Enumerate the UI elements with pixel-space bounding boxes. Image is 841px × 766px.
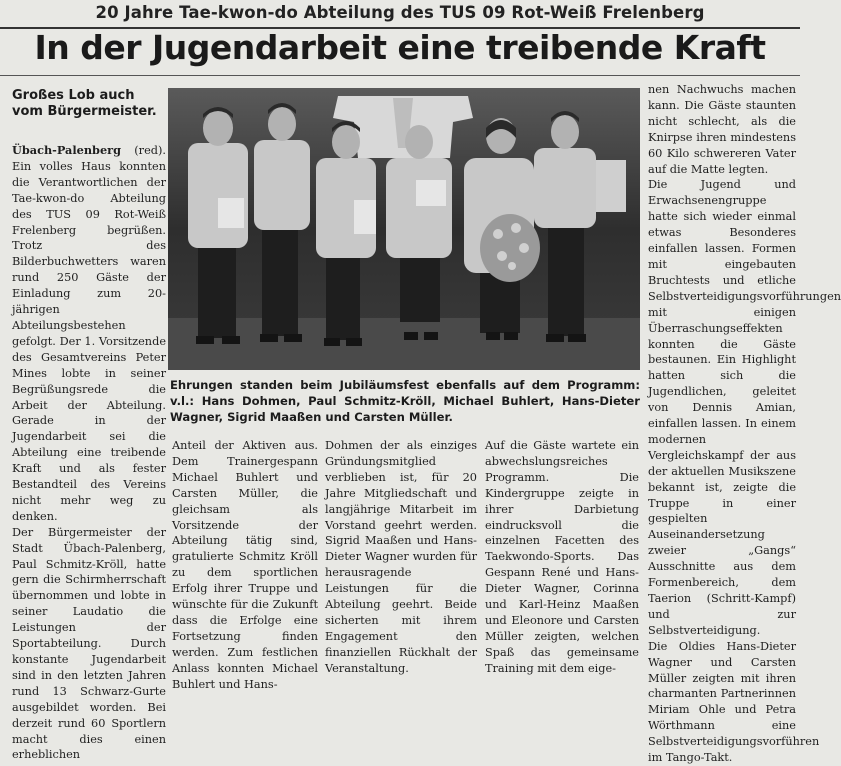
- paragraph-8: Die Oldies Hans-Dieter Wagner und Carsten Müller zeigten mit ihren charmanten Partnerinnen Miriam Ohle und Petra Wörthmann eine Selbstverteidigungsvorführen im Tango-Takt.: [648, 639, 820, 765]
- headline-rule: [0, 75, 800, 76]
- dateline-place: Übach-Palenberg: [12, 143, 121, 157]
- article-subhead: Großes Lob auch vom Bürgermeister.: [12, 88, 157, 119]
- article-headline: In der Jugendarbeit eine treibende Kraft: [34, 28, 766, 67]
- paragraph-6: nen Nachwuchs machen kann. Die Gäste staunten nicht schlecht, als die Knirpse ihren mindestens 60 Kilo schwereren Vater auf die Matte legten.: [648, 83, 796, 176]
- article-kicker: 20 Jahre Tae-kwon-do Abteilung des TUS 09 Rot-Weiß Frelenberg: [95, 3, 705, 22]
- text-column-5: [648, 82, 841, 765]
- photo-caption: Ehrungen standen beim Jubiläumsfest ebenfalls auf dem Programm: v.l.: Hans Dohmen, Paul Schmitz-Kröll, Michael Buhlert, Hans-Dieter Wagner, Sigrid Maaßen und Carsten Müller.: [170, 378, 640, 424]
- paragraph-1: (red). Ein volles Haus konnten die Verantwortlichen der Tae-kwon-do Abteilung des TUS 09 Rot-Weiß Frelenberg begrüßen. Trotz des Bilderbuchwetters waren rund 250 Gäste der Einladung zum 20-jährigen Abteilungsbestehen gefolgt. Der 1. Vorsitzende des Gesamtvereins Peter Mines lobte in seiner Begrüßungsrede die Arbeit der Abteilung. Gerade in der Jugendarbeit sei die Abteilung eine treibende Kraft und als fester Bestandteil des Vereins nicht mehr weg zu denken.: [12, 144, 166, 523]
- paragraph-7: Die Jugend und Erwachsenengruppe hatte sich wieder einmal etwas Besonderes einfallen lassen. Formen mit eingebauten Bruchtests und etliche Selbstverteidigungsvorführungen mit einigen Überraschungseffekten konnten die Gäste bestaunen. Ein Highlight hatten sich die Jugendlichen, geleitet von Dennis Amian, einfallen lassen. In einem modernen Vergleichskampf der aus der aktuellen Musikszene bekannt ist, zeigte die Truppe in einer gespielten Auseinandersetzung zweier „Gangs“ Ausschnitte aus dem Formenbereich, dem Taerion (Schritt-Kampf) und zur Selbstverteidigung.: [648, 178, 841, 637]
- paragraph-5: Auf die Gäste wartete ein abwechslungsreiches Programm. Die Kindergruppe zeigte in ihrer Darbietung eindrucksvoll die einzelnen Facetten des Taekwondo-Sports. Das Gespann René und Hans-Dieter Wagner, Corinna und Karl-Heinz Maaßen und Eleonore und Carsten Müller zeigten, welchen Spaß das gemeinsame Training mit dem eige-: [485, 439, 639, 675]
- text-column-2: [172, 438, 318, 691]
- paragraph-4: Dohmen der als einziges Gründungsmitglied verblieben ist, für 20 Jahre Mitgliedschaft und langjährige Mitarbeit im Vorstand geehrt werden. Sigrid Maaßen und Hans-Dieter Wagner wurden für herausragende Leistungen für die Abteilung geehrt. Beide sicherten mit ihrem Engagement den finanziellen Rückhalt der Veranstaltung.: [325, 439, 477, 675]
- group-photo: [168, 88, 640, 370]
- text-column-4: [485, 438, 639, 675]
- text-column-1: [12, 143, 166, 762]
- paragraph-2: Der Bürgermeister der Stadt Übach-Palenberg, Paul Schmitz-Kröll, hatte gern die Schirmherrschaft übernommen und lobte in seiner Laudatio die Leistungen der Sportabteilung. Durch konstante Jugendarbeit sind in den letzten Jahren rund 13 Schwarz-Gurte ausgebildet worden. Bei derzeit rund 60 Sportlern macht dies einen erheblichen: [12, 525, 166, 762]
- text-column-3: [325, 438, 477, 675]
- paragraph-3: Anteil der Aktiven aus. Dem Trainergespann Michael Buhlert und Carsten Müller, die gleichsam als Vorsitzende der Abteilung tätig sind, gratulierte Schmitz Kröll zu dem sportlichen Erfolg ihrer Truppe und wünschte für die Zukunft dass die Erfolge eine Fortsetzung finden werden. Zum festlichen Anlass konnten Michael Buhlert und Hans-: [172, 439, 318, 691]
